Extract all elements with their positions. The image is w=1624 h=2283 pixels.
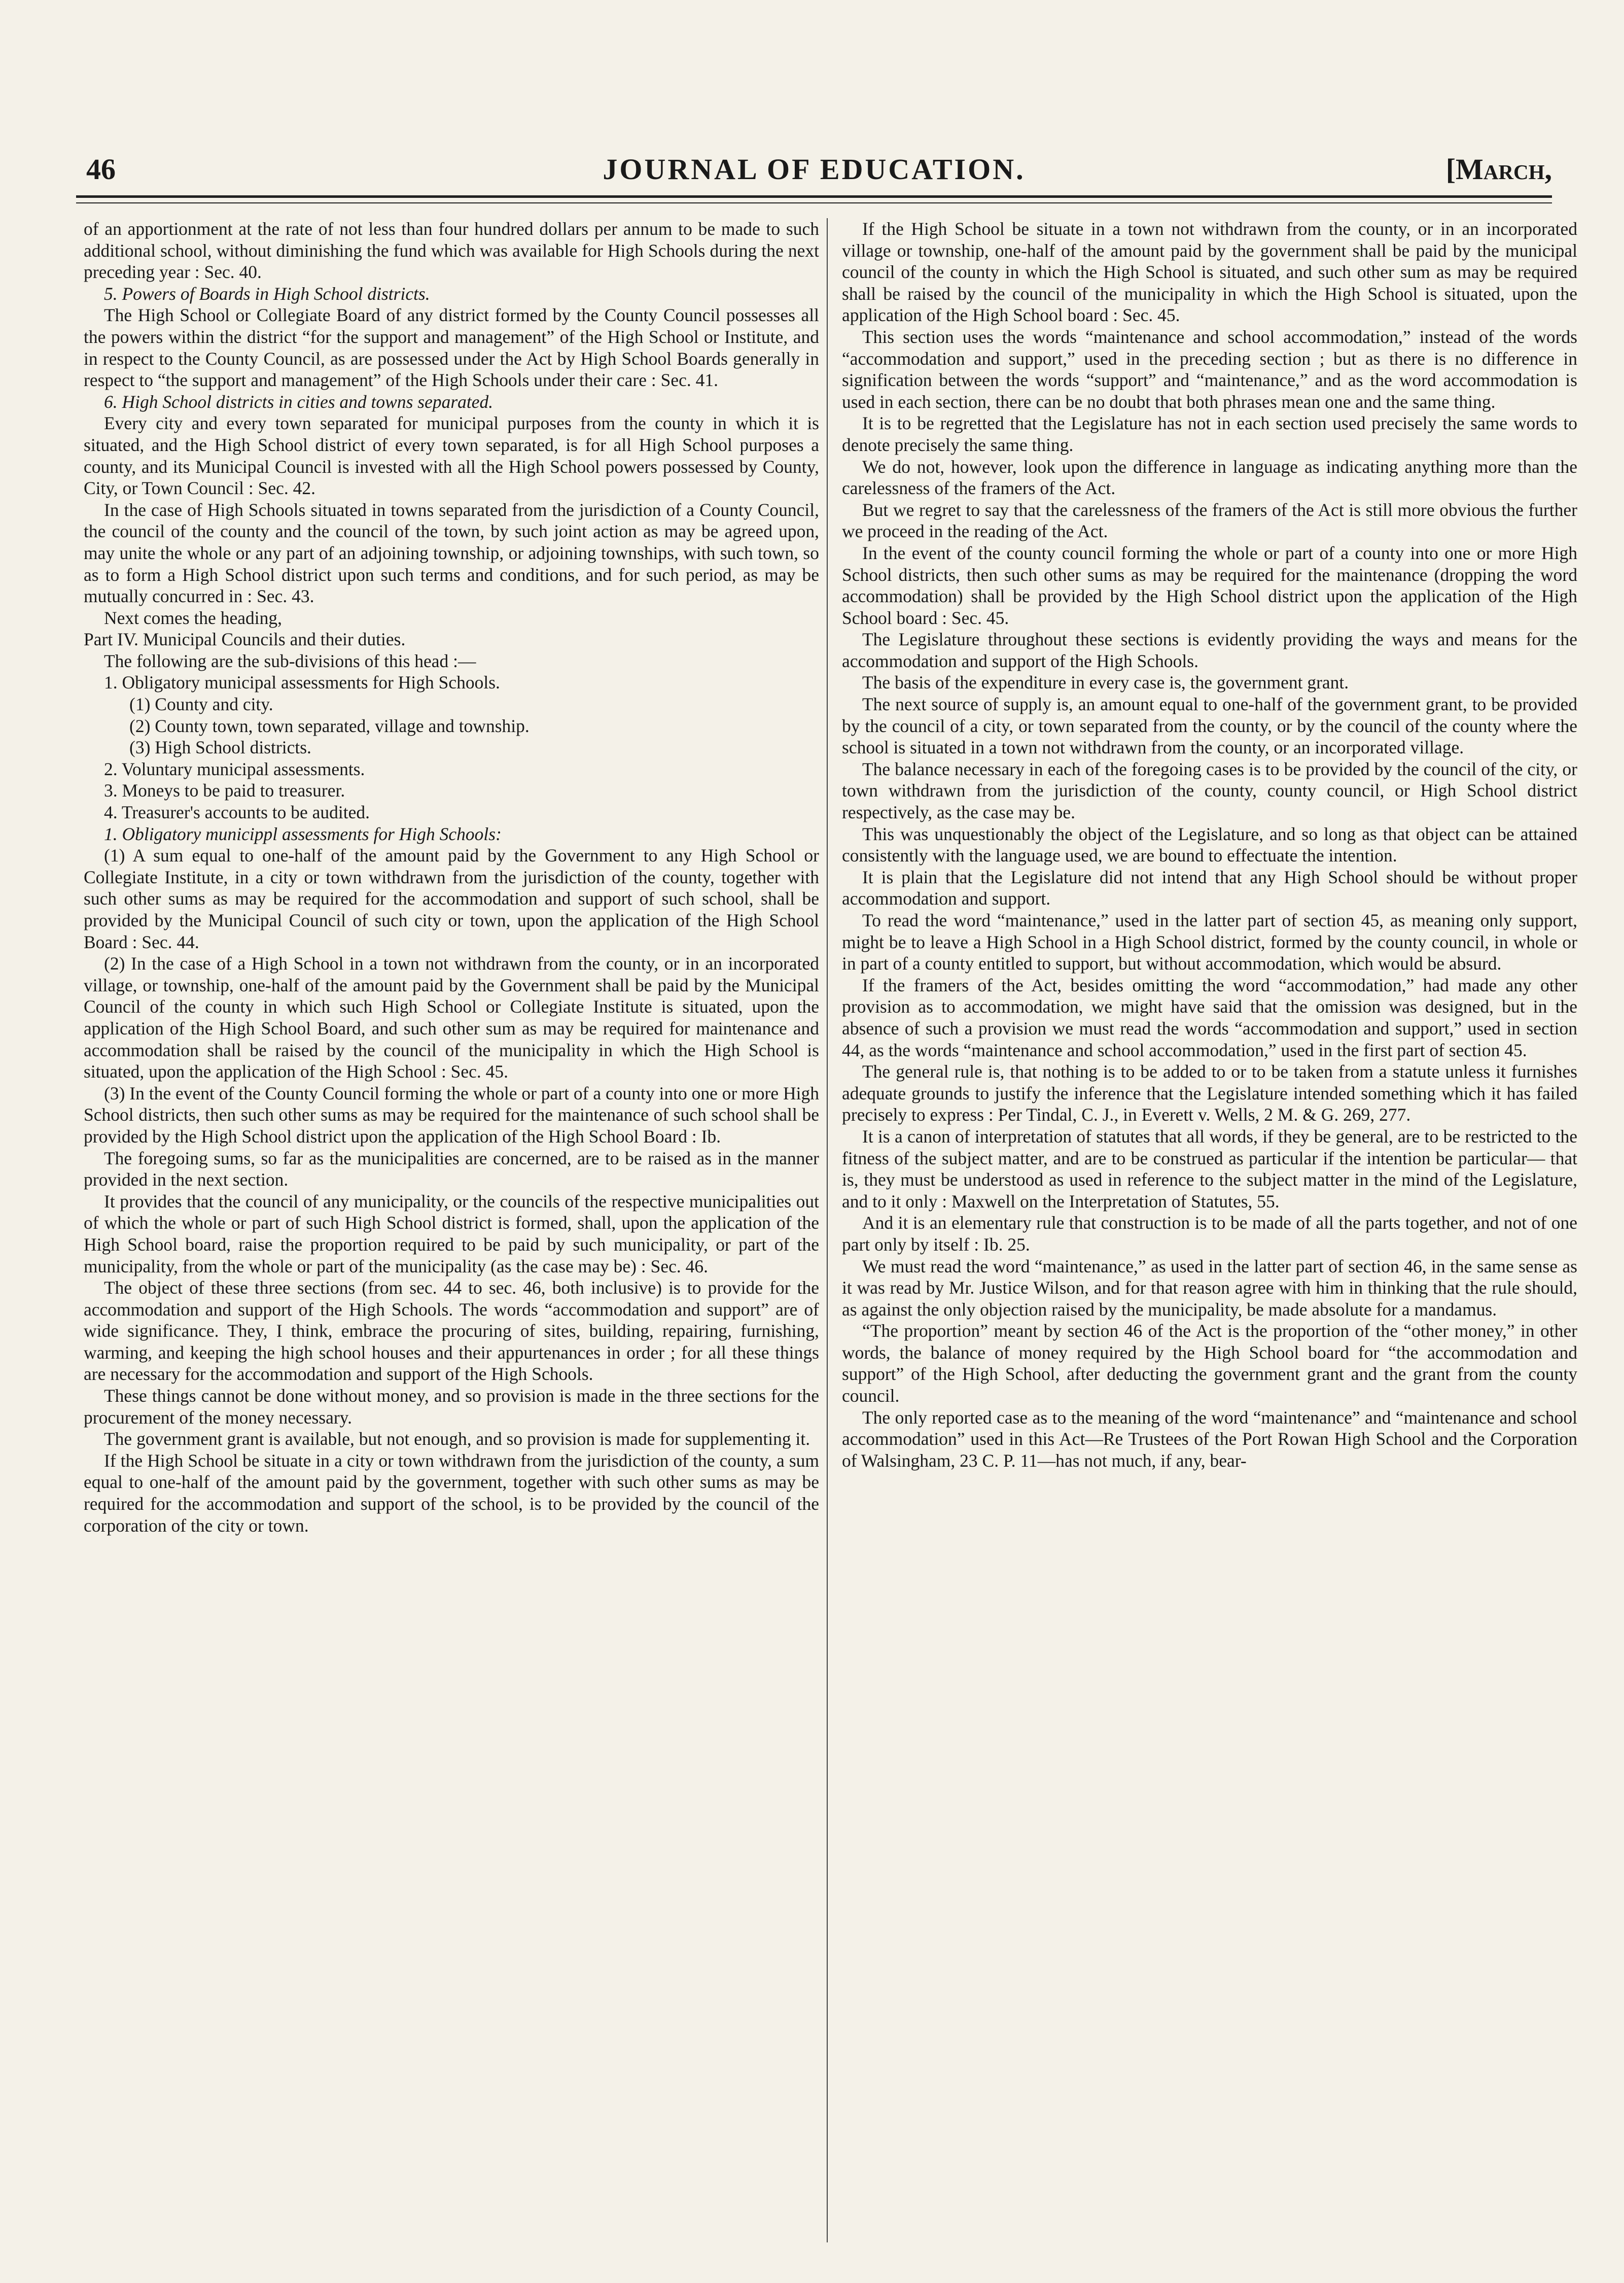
paragraph: This was unquestionably the object of the Legislature, and so long as that object can be attained consistently with the language used, we are bound to effectuate the intention. xyxy=(842,823,1577,866)
paragraph: Next comes the heading, xyxy=(104,607,282,628)
right-column xyxy=(842,218,1577,2242)
list-item: 4. Treasurer's accounts to be audited. xyxy=(104,802,370,823)
paragraph: The general rule is, that nothing is to be added to or to be taken from a statute unless it furnishes adequate grounds to justify the inference that the Legislature intended something which it has failed precisely to express : Per Tindal, C. J., in Everett v. Wells, 2 M. & G. 269, 277. xyxy=(842,1061,1577,1125)
paragraph: In the case of High Schools situated in towns separated from the jurisdiction of a County Council, the council of the county and the council of the town, by such joint action as may be agreed upon, may unite the whole or any part of an adjoining township, or adjoining townships, with such town, so as to form a High School district upon such terms and conditions, and for such period, as may be mutually concurred in : Sec. 43. xyxy=(84,499,819,607)
paragraph: Every city and every town separated for municipal purposes from the county in which it is situated, and the High School district of every town separated, is for all High School purposes a county, and its Municipal Council is invested with all the High School powers possessed by County, City, or Town Council : Sec. 42. xyxy=(84,413,819,499)
paragraph: (2) In the case of a High School in a town not withdrawn from the county, or in an incorporated village, or township, one-half of the amount paid by the Government shall be paid by the Municipal Council of the county in which such High School or Collegiate Institute is situated, upon the application of the High School Board, and such other sum as may be required for maintenance and accommodation shall be raised by the council of the municipality in which the High School is situated, upon the application of the High School : Sec. 45. xyxy=(84,953,819,1082)
paragraph: To read the word “maintenance,” used in the latter part of section 45, as meaning only support, might be to leave a High School in a High School district, formed by the county council, in whole or in part of a county entitled to support, but without accommodation, which would be absurd. xyxy=(842,910,1577,974)
paragraph: The only reported case as to the meaning of the word “maintenance” and “maintenance and school accommodation” used in this Act—Re Trustees of the Port Rowan High School and the Corporation of Walsingham, 23 C. P. 11—has not much, if any, bear- xyxy=(842,1407,1577,1471)
paragraph: If the High School be situate in a town not withdrawn from the county, or in an incorporated village or township, one-half of the amount paid by the government shall be paid by the municipal council of the county in which the High School is situated, and such other sum as may be required shall be raised by the council of the municipality in which the High School is situated, upon the application of the High School board : Sec. 45. xyxy=(842,219,1577,326)
list-item: 2. Voluntary municipal assessments. xyxy=(104,758,365,779)
paragraph: The following are the sub-divisions of this head :— xyxy=(104,650,476,671)
list-subitem: (3) High School districts. xyxy=(129,737,311,758)
header-rule-thin xyxy=(76,202,1552,203)
paragraph: The High School or Collegiate Board of any district formed by the County Council possesses all the powers within the district “for the support and management” of the High School or Institute, and in respect to the County Council, as are possessed under the Act by High School Boards generally in respect to “the support and management” of the High Schools under their care : Sec. 41. xyxy=(84,305,819,391)
paragraph: We must read the word “maintenance,” as used in the latter part of section 46, in the same sense as it was read by Mr. Justice Wilson, and for that reason agree with him in thinking that the rule should, as against the only objection raised by the municipality, be made absolute for a mandamus. xyxy=(842,1256,1577,1320)
header-rule-thick xyxy=(76,195,1552,198)
paragraph: If the High School be situate in a city or town withdrawn from the jurisdiction of the county, a sum equal to one-half of the amount paid by the government, together with such other sums as may be required for the accommodation and support of the school, is to be provided by the council of the corporation of the city or town. xyxy=(84,1450,819,1536)
column-divider xyxy=(827,218,828,2242)
journal-title: JOURNAL OF EDUCATION. xyxy=(603,153,1026,186)
list-item: 3. Moneys to be paid to treasurer. xyxy=(104,780,345,801)
issue-month: [March, xyxy=(1445,153,1552,186)
section-heading: 5. Powers of Boards in High School districts. xyxy=(104,283,430,304)
paragraph: In the event of the county council forming the whole or part of a county into one or more High School districts, then such other sums as may be required for the maintenance (dropping the word accommodation) shall be provided by the High School district upon the application of the High School board : Sec. 45. xyxy=(842,542,1577,628)
part-heading: Part IV. Municipal Councils and their duties. xyxy=(84,629,406,650)
paragraph: And it is an elementary rule that construction is to be made of all the parts together, and not of one part only by itself : Ib. 25. xyxy=(842,1213,1577,1255)
page-number: 46 xyxy=(86,153,116,186)
paragraph: The government grant is available, but not enough, and so provision is made for supplementing it. xyxy=(104,1429,810,1449)
list-subitem: (2) County town, town separated, village and township. xyxy=(129,715,529,736)
paragraph: The foregoing sums, so far as the municipalities are concerned, are to be raised as in the manner provided in the next section. xyxy=(84,1148,819,1190)
left-column xyxy=(84,218,819,2242)
paragraph: The basis of the expenditure in every case is, the government grant. xyxy=(862,672,1349,693)
paragraph: The Legislature throughout these sections is evidently providing the ways and means for the accommodation and support of the High Schools. xyxy=(842,629,1577,671)
paragraph: The object of these three sections (from sec. 44 to sec. 46, both inclusive) is to provide for the accommodation and support of the High Schools. The words “accommodation and support” are of wide significance. They, I think, embrace the procuring of sites, building, repairing, furnishing, warming, and keeping the high school houses and their appurtenances in order ; for all these things are necessary for the accommodation and support of the High Schools. xyxy=(84,1277,819,1385)
paragraph: The balance necessary in each of the foregoing cases is to be provided by the council of the city, or town withdrawn from the jurisdiction of the county, county council, or High School district respectively, as the case may be. xyxy=(842,758,1577,823)
section-heading: 6. High School districts in cities and towns separated. xyxy=(104,391,493,412)
list-item: 1. Obligatory municipal assessments for High Schools. xyxy=(104,672,500,693)
paragraph: This section uses the words “maintenance and school accommodation,” instead of the words “accommodation and support,” used in the preceding section ; but as there is no difference in signification between the words “support” and “maintenance,” and as the word accommodation is used in each section, there can be no doubt that both phrases mean one and the same thing. xyxy=(842,326,1577,412)
paragraph: It provides that the council of any municipality, or the councils of the respective municipalities out of which the whole or part of such High School district is formed, shall, upon the application of the High School board, raise the proportion required to be paid by such municipality, or part of the municipality, from the whole or part of the municipality (as the case may be) : Sec. 46. xyxy=(84,1191,819,1276)
paragraph: It is a canon of interpretation of statutes that all words, if they be general, are to be restricted to the fitness of the subject matter, and are to be construed as particular if the intention be particular— that is, they must be understood as used in reference to the subject matter in the mind of the Legislature, and to it only : Maxwell on the Interpretation of Statutes, 55. xyxy=(842,1126,1577,1212)
paragraph: If the framers of the Act, besides omitting the word “accommodation,” had made any other provision as to accommodation, we might have said that the omission was designed, but in the absence of such a provision we must read the words “accommodation and support,” used in section 44, as the words “maintenance and school accommodation,” used in the first part of section 45. xyxy=(842,975,1577,1060)
paragraph: of an apportionment at the rate of not less than four hundred dollars per annum to be made to such additional school, without diminishing the fund which was available for High Schools during the next preceding year : Sec. 40. xyxy=(84,219,819,283)
paragraph: (3) In the event of the County Council forming the whole or part of a county into one or more High School districts, then such other sums as may be required for the maintenance of such school shall be provided by the High School district upon the application of the High School Board : Ib. xyxy=(84,1083,819,1147)
running-header xyxy=(76,152,1552,189)
paragraph: It is plain that the Legislature did not intend that any High School should be without proper accommodation and support. xyxy=(842,867,1577,909)
list-subitem: (1) County and city. xyxy=(129,694,273,715)
paragraph: “The proportion” meant by section 46 of the Act is the proportion of the “other money,” in other words, the balance of money required by the High School board for “the accommodation and support” of the High School, after deducting the government grant and the grant from the county council. xyxy=(842,1321,1577,1406)
paragraph: But we regret to say that the carelessness of the framers of the Act is still more obvious the further we proceed in the reading of the Act. xyxy=(842,499,1577,542)
paragraph: We do not, however, look upon the difference in language as indicating anything more than the carelessness of the framers of the Act. xyxy=(842,456,1577,499)
section-heading: 1. Obligatory municippl assessments for High Schools: xyxy=(104,823,502,844)
paragraph: The next source of supply is, an amount equal to one-half of the government grant, to be provided by the council of a city, or town separated from the county, or by the council of the county where the school is situated in a town not withdrawn from the county, or an incorporated village. xyxy=(842,694,1577,758)
paragraph: (1) A sum equal to one-half of the amount paid by the Government to any High School or Collegiate Institute, in a city or town withdrawn from the jurisdiction of the county, together with such other sums as may be required for the accommodation and support of such school, shall be provided by the Municipal Council of such city or town, upon the application of the High School Board : Sec. 44. xyxy=(84,845,819,952)
paragraph: It is to be regretted that the Legislature has not in each section used precisely the same words to denote precisely the same thing. xyxy=(842,413,1577,455)
paragraph: These things cannot be done without money, and so provision is made in the three sections for the procurement of the money necessary. xyxy=(84,1386,819,1428)
